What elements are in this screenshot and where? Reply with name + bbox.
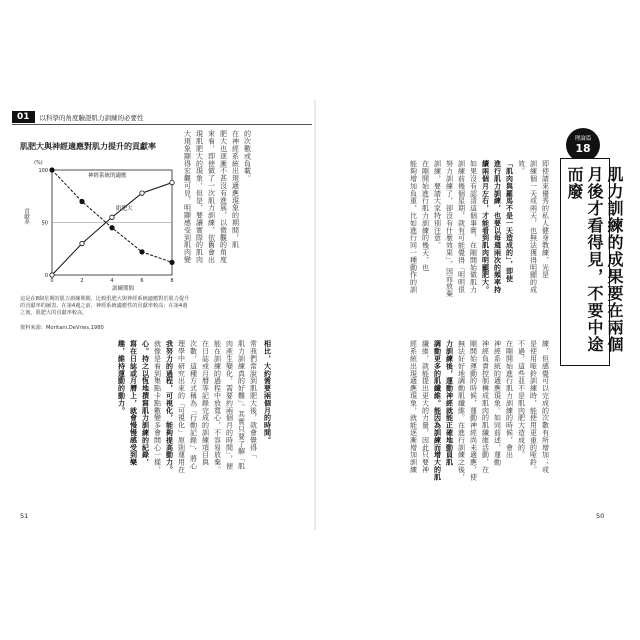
right-page — [318, 100, 624, 530]
data-point — [170, 180, 174, 184]
right-column-2: 效。 — [517, 160, 526, 175]
right-lower-column-10: 纖維，就能提出更大的力量，因此只要神 — [421, 340, 430, 474]
x-tick-label: 0 — [50, 278, 54, 284]
right-column-10: 在剛開始進行肌力訓練的幾天，也 — [421, 160, 430, 271]
chart-source: 資料來源：Moritani,DeVries,1980 — [20, 325, 104, 331]
data-point — [80, 241, 84, 245]
right-column-11: 能夠增加負重，比如進行同一種動作的訓 — [409, 160, 418, 294]
y-axis-label: 貢獻率 — [23, 208, 29, 225]
data-point — [50, 168, 54, 172]
y-tick-label: 0 — [44, 273, 48, 279]
right-lower-column-9: 調動更多的肌纖維。能因為訓練而增大的肌 — [433, 340, 442, 481]
data-point — [110, 226, 114, 230]
right-lower-column-2: 不過，這些並不是肌肉肥大造成的。 — [517, 340, 526, 459]
lower-column-2: 肉產生變化，需要約兩個月的時間」，便 — [225, 340, 234, 470]
right-lower-column-4: 神經系統的適應現象。如同前述，運動 — [493, 340, 502, 466]
tag-number: 18 — [575, 141, 591, 155]
header-rule — [12, 124, 312, 125]
text-column-1: 在神經系統出現適應現象的期間，肌 — [231, 130, 240, 249]
right-column-7: 訓練前幾個星期，就有可能覺得「明明很 — [457, 160, 466, 294]
right-lower-column-1: 是使用哑鈴訓練時，能使用更重的哑鈴。 — [529, 340, 538, 474]
x-tick-label: 2 — [80, 278, 84, 284]
text-column-0: 的次數或負載。 — [243, 130, 252, 182]
data-point — [110, 215, 114, 219]
page-number-left: 51 — [20, 512, 29, 520]
right-lower-column-7: 無法好好地調動肌纖維。在進行訓練之後， — [457, 340, 466, 481]
lower-column-4: 在日誌或月曆等記錄完成的訓練項目與 — [201, 340, 210, 466]
right-column-4: 進行肌力訓練，也要以每週兩次的頻率持 — [493, 160, 502, 294]
right-column-1: 訓練個一天或兩天，也無法獲得明顯的成 — [529, 160, 538, 294]
lower-column-5: 次數，這種方式稱為「行動記錄」，將心 — [189, 340, 198, 470]
chart-caption: 這是在8個星期的肌力訓練期間，比較肌肥大與神經系統適應對於肌力提升的貢獻率的圖表。在第4週之前，神經系統適應性的貢獻率較高；在第4週之後，肌肥大的貢獻率較高。 — [20, 296, 190, 316]
chapter-title: 以科學的角度驗證肌力訓練的必要性 — [39, 113, 144, 122]
x-tick-label: 8 — [170, 278, 174, 284]
lower-column-3: 能在訓練的過程中放寬心，不容易放棄。 — [213, 340, 222, 474]
chapter-heading: 肌力訓練的成果要在兩個月後才看得見，不要中途而廢 — [565, 166, 624, 353]
data-point — [80, 199, 84, 203]
lower-column-10: 寫在日誌或月曆上，就會慢慢感受到樂 — [129, 340, 138, 466]
section-heading: 相比，大約需要兩個月的時間。 — [263, 340, 272, 444]
book-spine — [314, 100, 316, 530]
data-point — [50, 273, 54, 277]
chapter-number: 01 — [12, 111, 35, 123]
right-column-8: 努力訓練了，卻沒有什麼效果」，因而放棄 — [445, 160, 454, 298]
lower-column-0: 常我們常說到肌肥大後，就會覺得「 — [249, 340, 258, 459]
right-lower-column-6: 剛開始運動的時候，運動神經尚未適應，使 — [469, 340, 478, 481]
lower-column-1: 肌力訓練真的好難」。其實只要了解「肌 — [237, 340, 246, 470]
y-unit-label: (%) — [34, 160, 43, 166]
right-column-0: 即使請來優秀的私人健身教練，光是 — [541, 160, 550, 279]
series-label-hypertrophy: 肌肥大 — [116, 205, 133, 212]
right-column-6: 如果沒有認清這個事實，在剛開始做肌力 — [469, 160, 478, 294]
right-column-9: 訓練，要請大家特別注意。 — [433, 160, 442, 249]
y-tick-label: 100 — [38, 168, 48, 174]
tag-label: 理論篇 — [574, 135, 592, 142]
right-column-5: 續兩個月左右，才能看到肌肉明顯肥大。 — [481, 160, 490, 294]
data-point — [140, 191, 144, 195]
lower-column-8: 就像是看到集點卡點數變多會開心一樣， — [153, 340, 162, 474]
y-tick-label: 50 — [41, 220, 48, 227]
right-column-3: 「肌肉與羅馬不是一天造成的」，即使 — [505, 160, 514, 283]
right-lower-column-11: 經系統出現適應現象，就能逐漸增加訓練 — [409, 340, 418, 474]
right-lower-column-5: 神經負責控制構成肌肉的肌纖維活動，在 — [481, 340, 490, 474]
text-column-2: 肥大也逐漸不甚沒有進展，以微觀的角度 — [219, 130, 228, 264]
chart-title: 肌肥大與神經適應對肌力提升的貢獻率 — [20, 142, 156, 151]
right-lower-column-0: 練，但感覺可以完成的次數有所增加；或 — [541, 340, 550, 474]
lower-column-6: 理學中研究出來的「可視化」原則運用在 — [177, 340, 186, 474]
series-label-neural: 神經系統的適應 — [88, 173, 127, 179]
page-number-right: 50 — [596, 512, 605, 520]
lower-column-9: 心。持之以恆地撰寫肌力訓練的紀錄， — [141, 340, 150, 466]
text-column-5: 大現象顯得宏觀可見，明顯感受到肌肉變 — [183, 130, 192, 264]
x-axis-label: 訓練期間 — [112, 286, 135, 292]
right-lower-column-8: 力訓練後，運動神經就能正確地動員肌 — [445, 340, 454, 466]
text-column-4: 現肌肥大的現象，但是，要讓實際的肌肉 — [195, 130, 204, 264]
theory-tag — [566, 128, 600, 162]
data-point — [170, 260, 174, 264]
page-header — [12, 111, 144, 123]
lower-column-11: 趣，維持運動的動力。 — [117, 340, 126, 414]
lower-column-7: 我努力的過程，可視化，能夠提高動力。 — [165, 340, 174, 474]
data-point — [140, 250, 144, 254]
left-page — [12, 100, 312, 530]
right-lower-column-3: 在剛開始進行肌力訓練的時候，會出 — [505, 340, 514, 459]
x-tick-label: 6 — [140, 278, 144, 284]
text-column-3: 來看，即使做了一次肌力訓練，依舊會出 — [207, 130, 216, 264]
x-tick-label: 4 — [110, 278, 114, 284]
